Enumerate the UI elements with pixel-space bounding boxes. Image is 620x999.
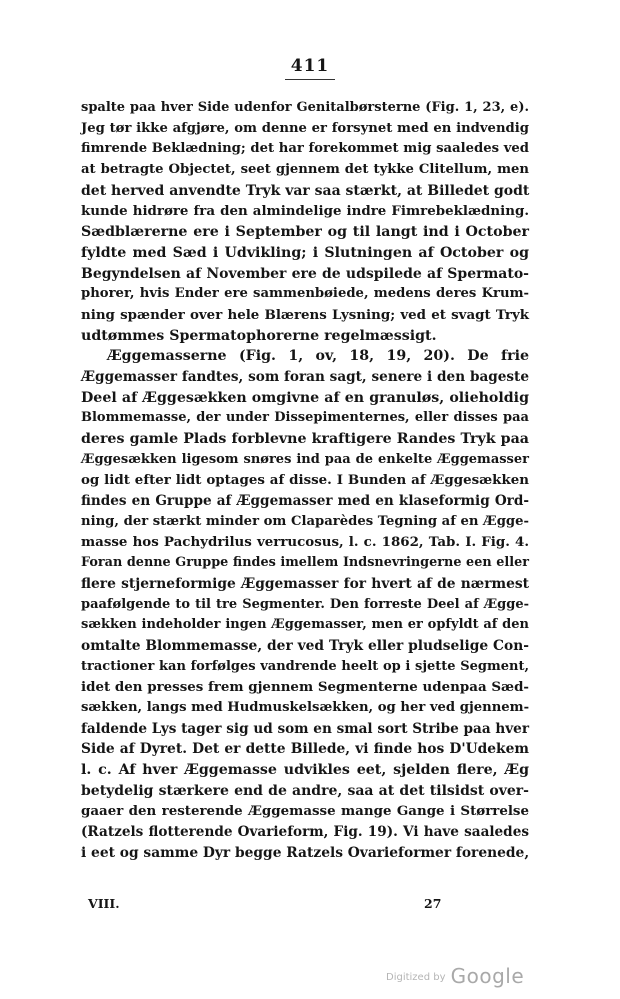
text-line: findes en Gruppe af Æggemasser med en klaseformig Ord-	[81, 493, 529, 510]
body-text	[81, 98, 529, 863]
text-line: Begyndelsen af November ere de udspilede af Spermato-	[81, 265, 529, 282]
text-line: Æggemasser fandtes, som foran sagt, senere i den bageste	[81, 368, 529, 385]
text-line: idet den presses frem gjennem Segmenterne udenpaa Sæd-	[81, 679, 529, 696]
page-number-rule	[285, 79, 335, 80]
text-line: tractioner kan forfølges vandrende heelt op i sjette Segment,	[81, 658, 529, 674]
text-line: Sædblærerne ere i September og til langt ind i October	[81, 224, 529, 241]
text-line: Æggesækken ligesom snøres ind paa de enkelte Æggemasser	[81, 451, 529, 467]
text-line: Foran denne Gruppe findes imellem Indsnevringerne een eller	[81, 555, 529, 571]
text-line: (Ratzels flotterende Ovarieform, Fig. 19). Vi have saaledes	[81, 824, 529, 841]
text-line: fyldte med Sæd i Udvikling; i Slutningen af October og	[81, 244, 529, 261]
text-line: udtømmes Spermatophorerne regelmæssigt.	[81, 327, 437, 344]
text-line: spalte paa hver Side udenfor Genitalbørsterne (Fig. 1, 23, e).	[81, 100, 529, 115]
text-line: omtalte Blommemasse, der ved Tryk eller pludselige Con-	[81, 637, 529, 654]
text-line: l. c. Af hver Æggemasse udvikles eet, sjelden flere, Æg	[81, 762, 529, 778]
text-line: masse hos Pachydrilus verrucosus, l. c. 1862, Tab. I. Fig. 4.	[81, 534, 529, 551]
text-line: ning spænder over hele Blærens Lysning; ved et svagt Tryk	[81, 306, 529, 323]
text-line: paafølgende to til tre Segmenter. Den forreste Deel af Ægge-	[81, 596, 529, 612]
text-line: sækken indeholder ingen Æggemasser, men er opfyldt af den	[81, 617, 529, 633]
page-number: 411	[290, 56, 330, 76]
text-line: Æggemasserne (Fig. 1, ov, 18, 19, 20). De frie	[107, 348, 529, 365]
digitized-watermark	[386, 964, 524, 988]
text-line: kunde hidrøre fra den almindelige indre Fimrebeklædning.	[81, 203, 529, 220]
text-line: betydelig stærkere end de andre, saa at det tilsidst over-	[81, 782, 529, 799]
text-line: Deel af Æggesækken omgivne af en granuløs, olieholdig	[81, 389, 529, 406]
text-line: fimrende Beklædning; det har forekommet mig saaledes ved	[81, 141, 529, 157]
sheet-number: 27	[424, 896, 442, 911]
text-line: det herved anvendte Tryk var saa stærkt, at Billedet godt	[81, 182, 530, 199]
digitized-by-label: Digitized by	[386, 972, 446, 983]
text-line: ning, der stærkt minder om Claparèdes Tegning af en Ægge-	[81, 513, 529, 529]
text-line: sækken, langs med Hudmuskelsækken, og her ved gjennem-	[81, 699, 530, 715]
text-line: Blommemasse, der under Dissepimenternes, eller disses paa	[81, 410, 529, 426]
text-line: at betragte Objectet, seet gjennem det tykke Clitellum, men	[81, 162, 529, 178]
text-line: phorer, hvis Ender ere sammenbøiede, medens deres Krum-	[81, 286, 529, 302]
text-line: Side af Dyret. Det er dette Billede, vi finde hos D'Udekem	[81, 741, 529, 758]
text-line: faldende Lys tager sig ud som en smal sort Stribe paa hver	[81, 720, 529, 737]
text-line: i eet og samme Dyr begge Ratzels Ovarieformer forenede,	[81, 844, 530, 861]
text-line: gaaer den resterende Æggemasse mange Gange i Størrelse	[81, 803, 529, 820]
text-line: flere stjerneformige Æggemasser for hvert af de nærmest	[81, 575, 529, 592]
google-logo: Google	[450, 964, 525, 988]
signature-mark: VIII.	[88, 896, 120, 911]
text-line: Jeg tør ikke afgjøre, om denne er forsynet med en indvendig	[81, 120, 529, 136]
text-line: og lidt efter lidt optages af disse. I Bunden af Æggesækken	[81, 472, 529, 489]
text-line: deres gamle Plads forblevne kraftigere Randes Tryk paa	[81, 431, 529, 447]
